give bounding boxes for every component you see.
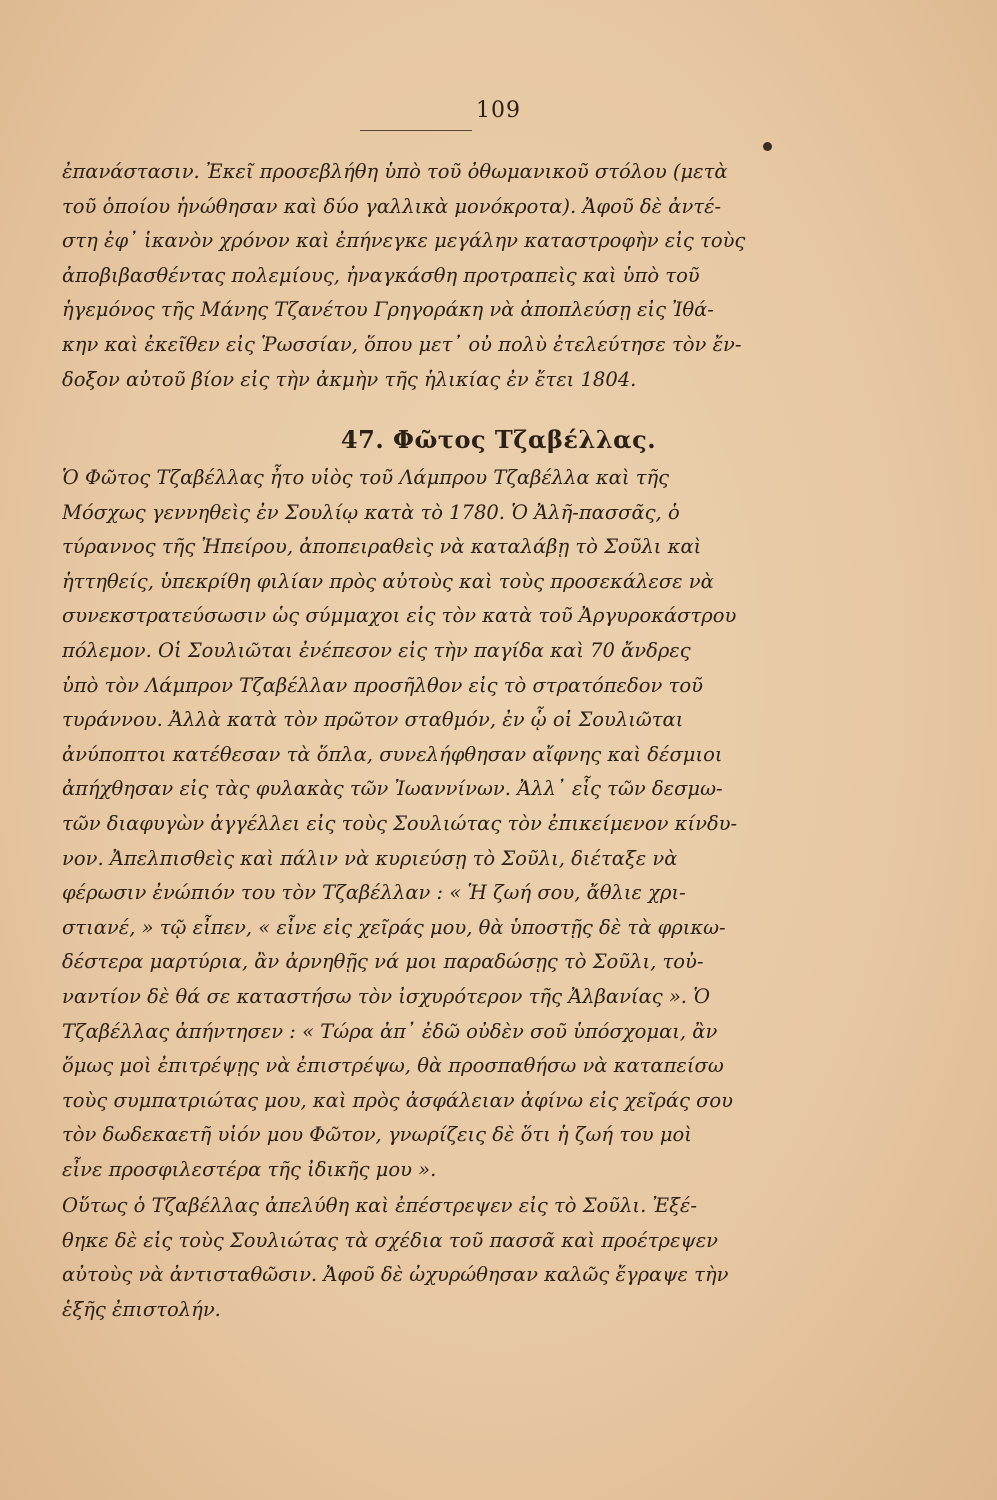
text-line: τοὺς συμπατριώτας μου, καὶ πρὸς ἀσφάλειαν ἀφίνω εἰς χεῖράς σου (62, 1088, 734, 1112)
intro-paragraph (62, 155, 764, 397)
text-line: ἀπήχθησαν εἰς τὰς φυλακὰς τῶν Ἰωαννίνων. Ἀλλ᾽ εἷς τῶν δεσμω- (62, 777, 723, 801)
text-line: τὸν δωδεκαετῆ υἱόν μου Φῶτον, γνωρίζεις δὲ ὅτι ἡ ζωή του μοὶ (62, 1123, 692, 1147)
text-line: Ὁ Φῶτος Τζαβέλλας ἦτο υἱὸς τοῦ Λάμπρου Τζαβέλλα καὶ τῆς (62, 466, 670, 489)
text-line: τυράννου. Ἀλλὰ κατὰ τὸν πρῶτον σταθμόν, ἐν ᾧ οἱ Σουλιῶται (62, 708, 684, 732)
text-line: ὑπὸ τὸν Λάμπρον Τζαβέλλαν προσῆλθον εἰς τὸ στρατόπεδον τοῦ (62, 673, 703, 697)
text-line: ἀποβιβασθέντας πολεμίους, ἠναγκάσθη προτραπεὶς καὶ ὑπὸ τοῦ (62, 263, 700, 287)
text-line: δέστερα μαρτύρια, ἂν ἀρνηθῇς νά μοι παραδώσῃς τὸ Σοῦλι, τοὐ- (62, 950, 704, 974)
text-line: Τζαβέλλας ἀπήντησεν : « Τώρα ἀπ᾽ ἐδῶ οὐδὲν σοῦ ὑπόσχομαι, ἂν (62, 1019, 718, 1043)
text-line: ἑξῆς ἐπιστολήν. (62, 1297, 221, 1321)
text-line: νον. Ἀπελπισθεὶς καὶ πάλιν νὰ κυριεύσῃ τὸ Σοῦλι, διέταξε νὰ (62, 846, 678, 870)
main-paragraph (62, 461, 764, 1187)
text-line: δοξον αὐτοῦ βίον εἰς τὴν ἀκμὴν τῆς ἡλικίας ἐν ἔτει 1804. (62, 367, 637, 391)
text-line: συνεκστρατεύσωσιν ὡς σύμμαχοι εἰς τὸν κατὰ τοῦ Ἀργυροκάστρου (62, 604, 737, 628)
text-line: Οὕτως ὁ Τζαβέλλας ἀπελύθη καὶ ἐπέστρεψεν εἰς τὸ Σοῦλι. Ἐξέ- (62, 1194, 697, 1217)
text-line: πόλεμον. Οἱ Σουλιῶται ἐνέπεσον εἰς τὴν παγίδα καὶ 70 ἄνδρες (62, 638, 691, 662)
text-line: κην καὶ ἐκεῖθεν εἰς Ῥωσσίαν, ὅπου μετ᾽ οὐ πολὺ ἐτελεύτησε τὸν ἔν- (62, 332, 742, 356)
text-line: τῶν διαφυγὼν ἀγγέλλει εἰς τοὺς Σουλιώτας τὸν ἐπικείμενον κίνδυ- (62, 811, 738, 835)
text-line: στιανέ, » τῷ εἶπεν, « εἶνε εἰς χεῖράς μου, θὰ ὑποστῇς δὲ τὰ φρικω- (62, 915, 726, 939)
text-line: τοῦ ὁποίου ἡνώθησαν καὶ δύο γαλλικὰ μονόκροτα). Ἀφοῦ δὲ ἀντέ- (62, 194, 722, 218)
text-line: ἡττηθείς, ὑπεκρίθη φιλίαν πρὸς αὐτοὺς καὶ τοὺς προσεκάλεσε νὰ (62, 569, 714, 593)
section-heading: 47. Φῶτος Τζαβέλλας. (340, 425, 657, 454)
page-number: 109 (476, 98, 521, 123)
text-line: ἐπανάστασιν. Ἐκεῖ προσεβλήθη ὑπὸ τοῦ ὀθωμανικοῦ στόλου (μετὰ (62, 160, 728, 183)
text-line: θηκε δὲ εἰς τοὺς Σουλιώτας τὰ σχέδια τοῦ πασσᾶ καὶ προέτρεψεν (62, 1228, 719, 1252)
text-line: ἡγεμόνος τῆς Μάνης Τζανέτου Γρηγοράκη νὰ ἀποπλεύσῃ εἰς Ἰθά- (62, 298, 714, 322)
text-line: φέρωσιν ἐνώπιόν του τὸν Τζαβέλλαν : « Ἡ ζωή σου, ἄθλιε χρι- (62, 881, 686, 905)
text-line: στη ἐφ᾽ ἱκανὸν χρόνον καὶ ἐπήνεγκε μεγάλην καταστροφὴν εἰς τοὺς (62, 229, 746, 253)
text-line: Μόσχως γεννηθεὶς ἐν Σουλίῳ κατὰ τὸ 1780. Ὁ Ἀλῆ-πασσᾶς, ὁ (62, 500, 680, 524)
text-line: ἀνύποπτοι κατέθεσαν τὰ ὅπλα, συνελήφθησαν αἴφνης καὶ δέσμιοι (62, 742, 723, 766)
ink-spot (763, 142, 772, 151)
final-paragraph (62, 1189, 764, 1327)
text-line: εἶνε προσφιλεστέρα τῆς ἰδικῆς μου ». (62, 1157, 437, 1181)
text-line: ὅμως μοὶ ἐπιτρέψῃς νὰ ἐπιστρέψω, θὰ προσπαθήσω νὰ καταπείσω (62, 1054, 724, 1078)
text-line: αὐτοὺς νὰ ἀντισταθῶσιν. Ἀφοῦ δὲ ὠχυρώθησαν καλῶς ἔγραψε τὴν (62, 1263, 729, 1287)
text-line: τύραννος τῆς Ἠπείρου, ἀποπειραθεὶς νὰ καταλάβῃ τὸ Σοῦλι καὶ (62, 535, 702, 559)
text-line: ναντίον δὲ θά σε καταστήσω τὸν ἰσχυρότερον τῆς Ἀλβανίας ». Ὁ (62, 984, 710, 1008)
header-rule (360, 130, 472, 131)
